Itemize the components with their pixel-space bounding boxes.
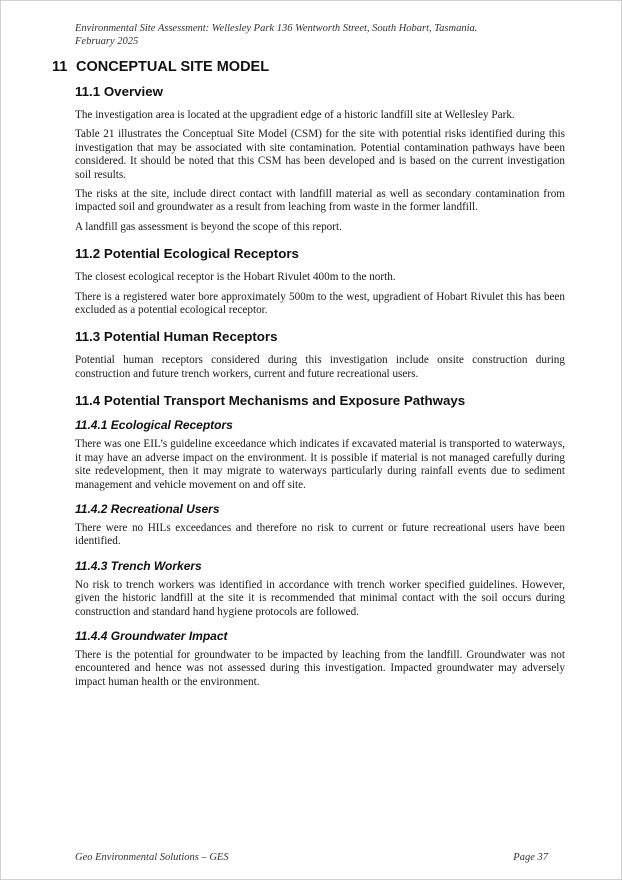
heading-11-4: 11.4 Potential Transport Mechanisms and Exposure Pathways	[75, 393, 466, 409]
heading-11-4-4: 11.4.4 Groundwater Impact	[75, 628, 228, 643]
header-date: February 2025	[75, 36, 139, 47]
section-heading	[52, 59, 269, 75]
paragraph: A landfill gas assessment is beyond the scope of this report.	[75, 220, 342, 233]
page-number: Page 37	[513, 852, 548, 863]
footer-company: Geo Environmental Solutions – GES	[75, 852, 229, 863]
paragraph: There is the potential for groundwater to be impacted by leaching from the landfill. Groundwater was not encountered and hence was not assessed during this investigation. Impacted groundwater may adversely impact human health or the environment.	[75, 648, 565, 688]
paragraph: There were no HILs exceedances and therefore no risk to current or future recreational users have been identified.	[75, 521, 565, 548]
section-number: 11	[52, 59, 68, 75]
section-title: CONCEPTUAL SITE MODEL	[76, 59, 270, 75]
paragraph: The closest ecological receptor is the Hobart Rivulet 400m to the north.	[75, 271, 396, 284]
heading-11-3: 11.3 Potential Human Receptors	[75, 329, 278, 345]
paragraph: There is a registered water bore approximately 500m to the west, upgradient of Hobart Rivulet this has been excluded as a potential ecological receptor.	[75, 290, 565, 317]
paragraph: The investigation area is located at the upgradient edge of a historic landfill site at Wellesley Park.	[75, 109, 515, 121]
running-header	[75, 22, 575, 48]
page-body	[75, 84, 565, 695]
paragraph: There was one EIL’s guideline exceedance which indicates if excavated material is transported to waterways, it may have an adverse impact on the environment. It is possible if material is not managed carefully during site redevelopment, then it may migrate to waterways particularly during rainfall events due to sediment management and vehicle movement on and off site.	[75, 438, 565, 491]
heading-11-4-1: 11.4.1 Ecological Receptors	[75, 418, 233, 433]
heading-11-4-2: 11.4.2 Recreational Users	[75, 501, 220, 516]
paragraph: No risk to trench workers was identified in accordance with trench worker specified guidelines. However, given the historic landfill at the site it is recommended that minimal contact with the soil occurs during construction and standard hand hygiene protocols are followed.	[75, 578, 565, 618]
paragraph: Table 21 illustrates the Conceptual Site Model (CSM) for the site with potential risks identified during this investigation that may be associated with site contamination. Potential contamination pathways have been considered. It should be noted that this CSM has been developed and is based on the current investigation soil results.	[75, 128, 565, 181]
paragraph: The risks at the site, include direct contact with landfill material as well as secondary contamination from impacted soil and groundwater as a result from leaching from waste in the former landfill.	[75, 188, 565, 214]
running-footer	[75, 852, 548, 863]
paragraph: Potential human receptors considered during this investigation include onsite construction during construction and future trench workers, current and future recreational users.	[75, 354, 565, 380]
heading-11-1: 11.1 Overview	[75, 84, 163, 99]
heading-11-4-3: 11.4.3 Trench Workers	[75, 558, 202, 573]
header-title: Environmental Site Assessment: Wellesley Park 136 Wentworth Street, South Hobart, Tasmania.	[75, 23, 478, 34]
heading-11-2: 11.2 Potential Ecological Receptors	[75, 246, 299, 262]
